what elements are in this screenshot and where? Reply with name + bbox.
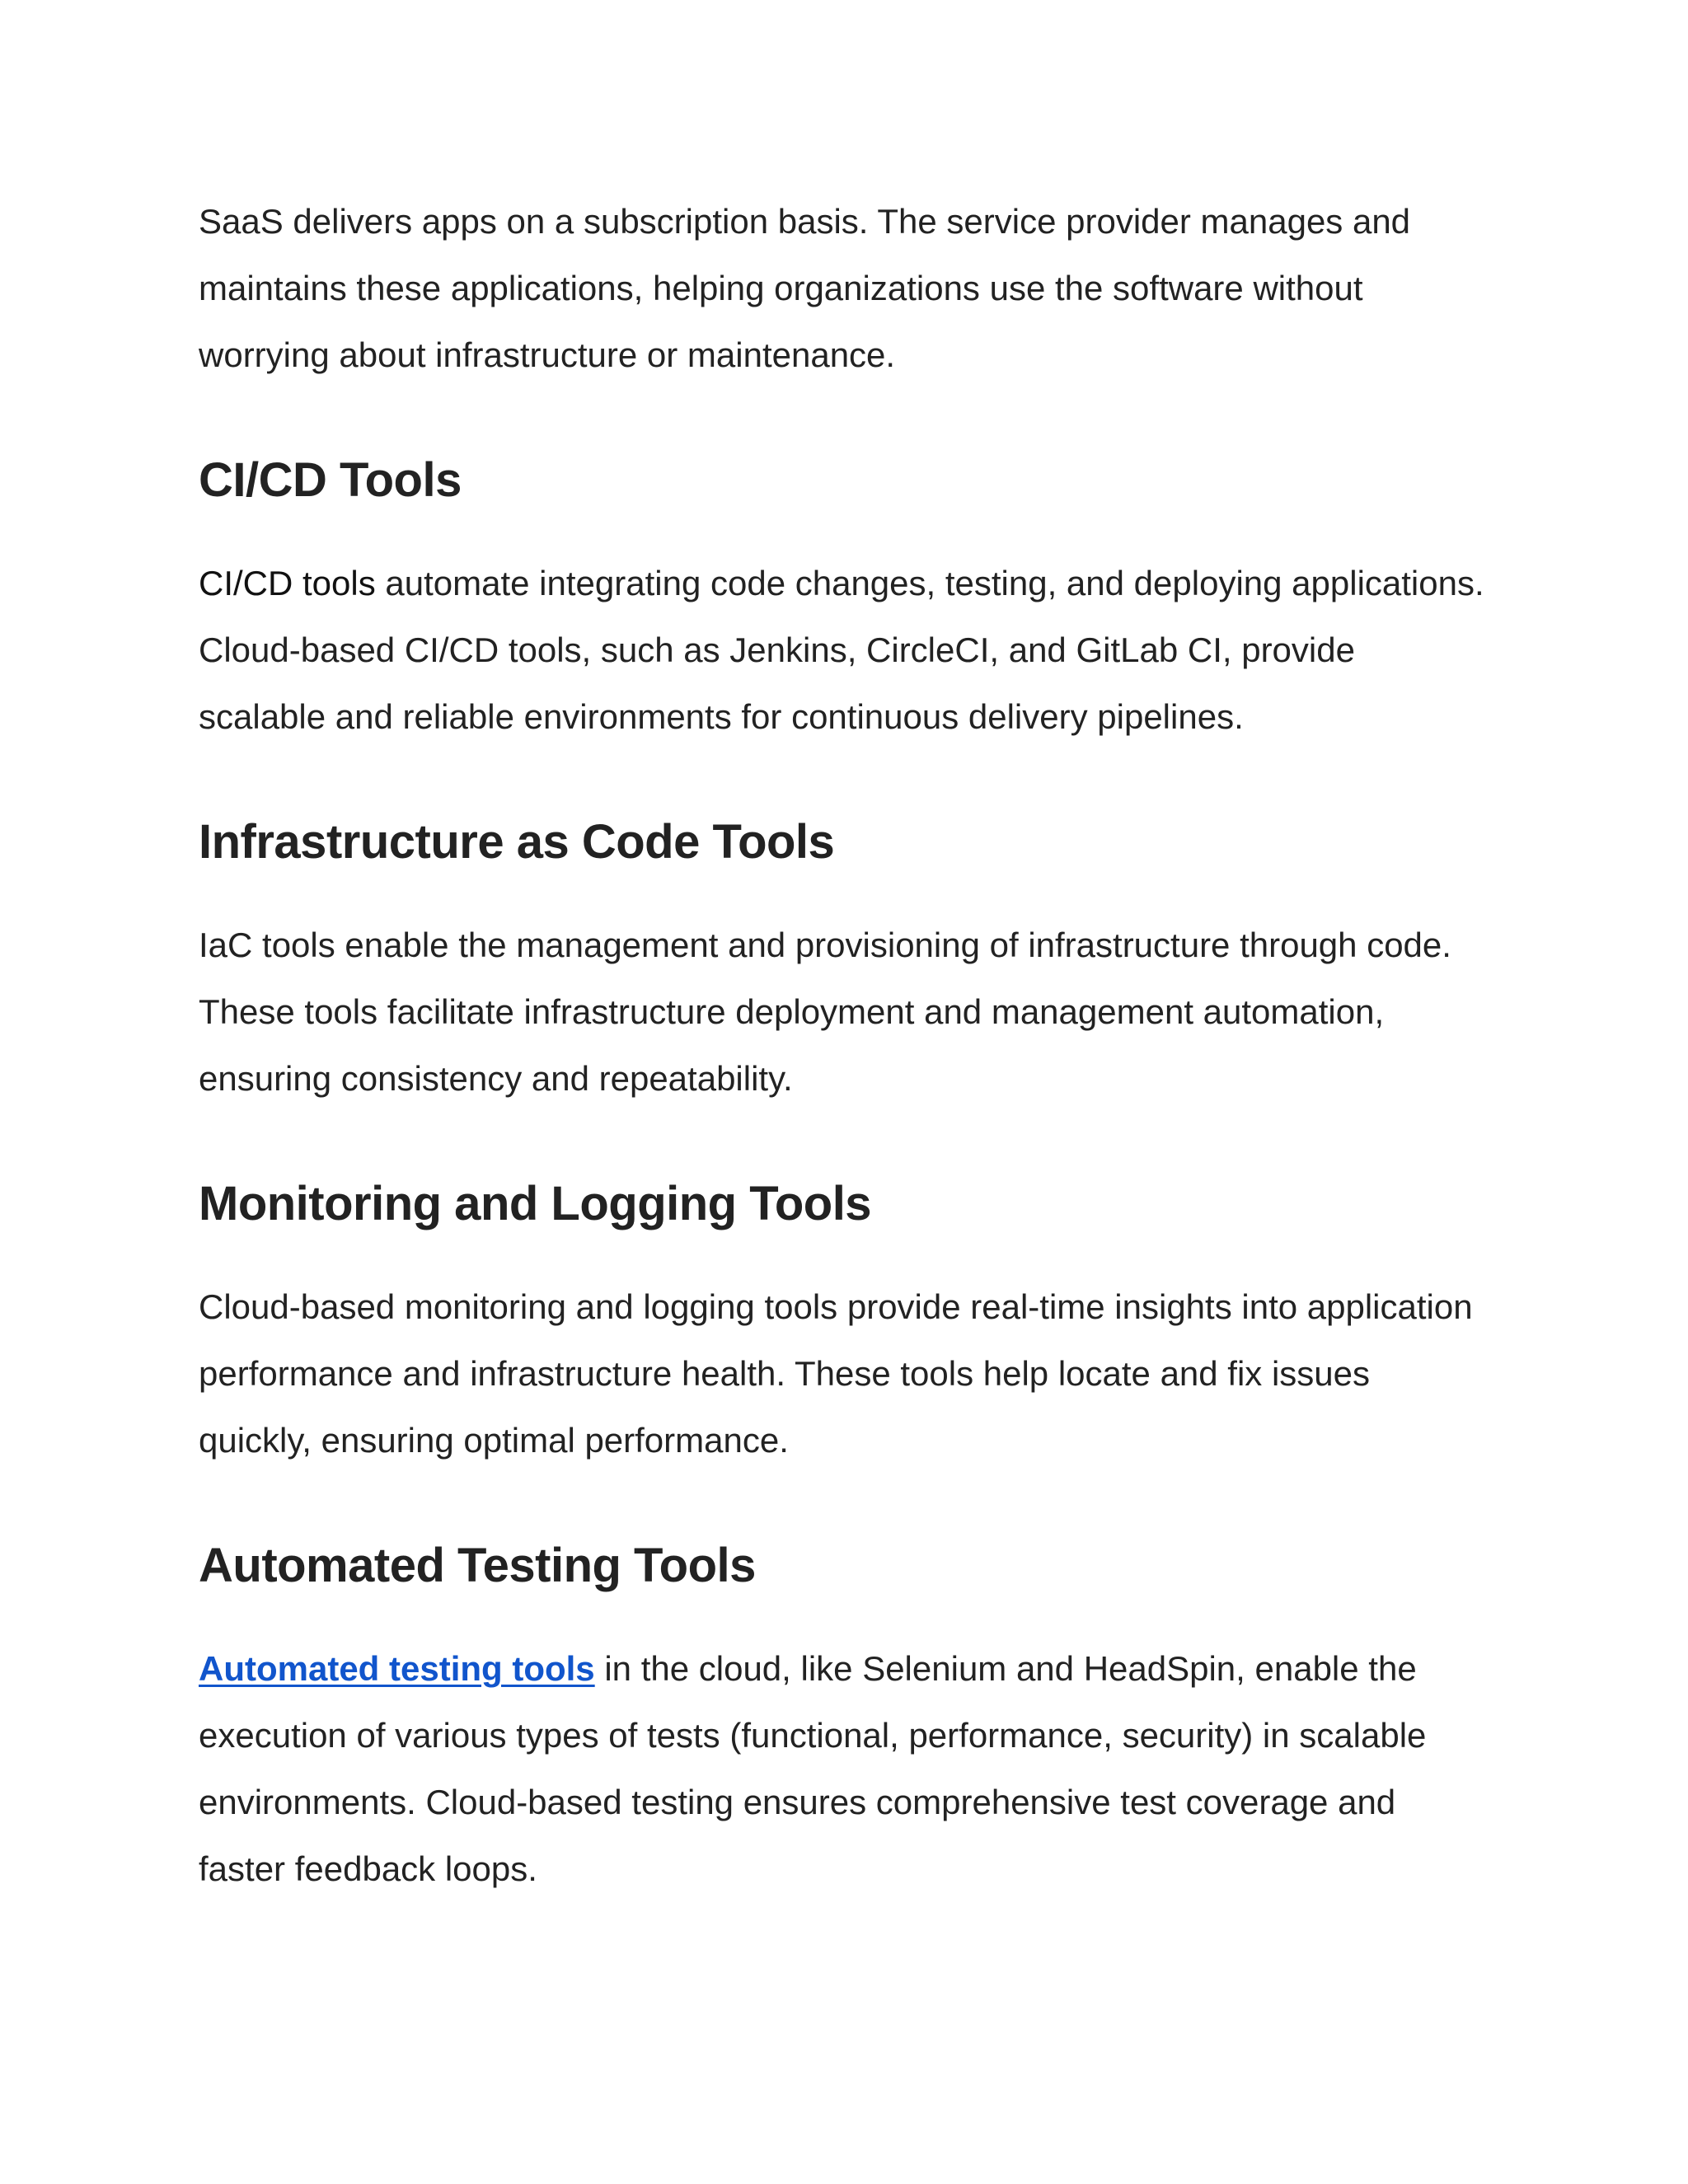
automated-testing-tools-link[interactable]: Automated testing tools — [199, 1649, 595, 1688]
heading-iac-tools: Infrastructure as Code Tools — [199, 815, 835, 869]
heading-automated-testing-tools: Automated Testing Tools — [199, 1539, 756, 1592]
intro-paragraph: SaaS delivers apps on a subscription basis. The service provider manages and maintains these applications, helping organizations use the software without worrying about infrastructure or maintenance. — [199, 202, 1411, 374]
cicd-paragraph — [199, 550, 1484, 750]
monitoring-paragraph: Cloud-based monitoring and logging tools provide real-time insights into application performance and infrastructure health. These tools help locate and fix issues quickly, ensuring optimal performance. — [199, 1287, 1473, 1460]
testing-body-text: in the cloud, like Selenium and HeadSpin, enable the execution of various types of tests (functional, performance, security) in scalable environments. Cloud-based testing ensures comprehensive test coverage and faster feedback loops. — [199, 1649, 1427, 1888]
heading-cicd-tools: CI/CD Tools — [199, 453, 462, 507]
testing-paragraph — [199, 1635, 1484, 1902]
iac-paragraph: IaC tools enable the management and provisioning of infrastructure through code. These tools facilitate infrastructure deployment and management automation, ensuring consistency and repeatability. — [199, 926, 1451, 1098]
heading-monitoring-tools: Monitoring and Logging Tools — [199, 1177, 872, 1230]
cicd-body-text: automate integrating code changes, testing, and deploying applications. Cloud-based CI/CD tools, such as Jenkins, CircleCI, and GitLab CI, provide scalable and reliable environments for continuous delivery pipelines. — [199, 564, 1484, 736]
document-body — [199, 188, 1484, 1902]
cicd-lead-text: CI/CD tools — [199, 564, 376, 602]
